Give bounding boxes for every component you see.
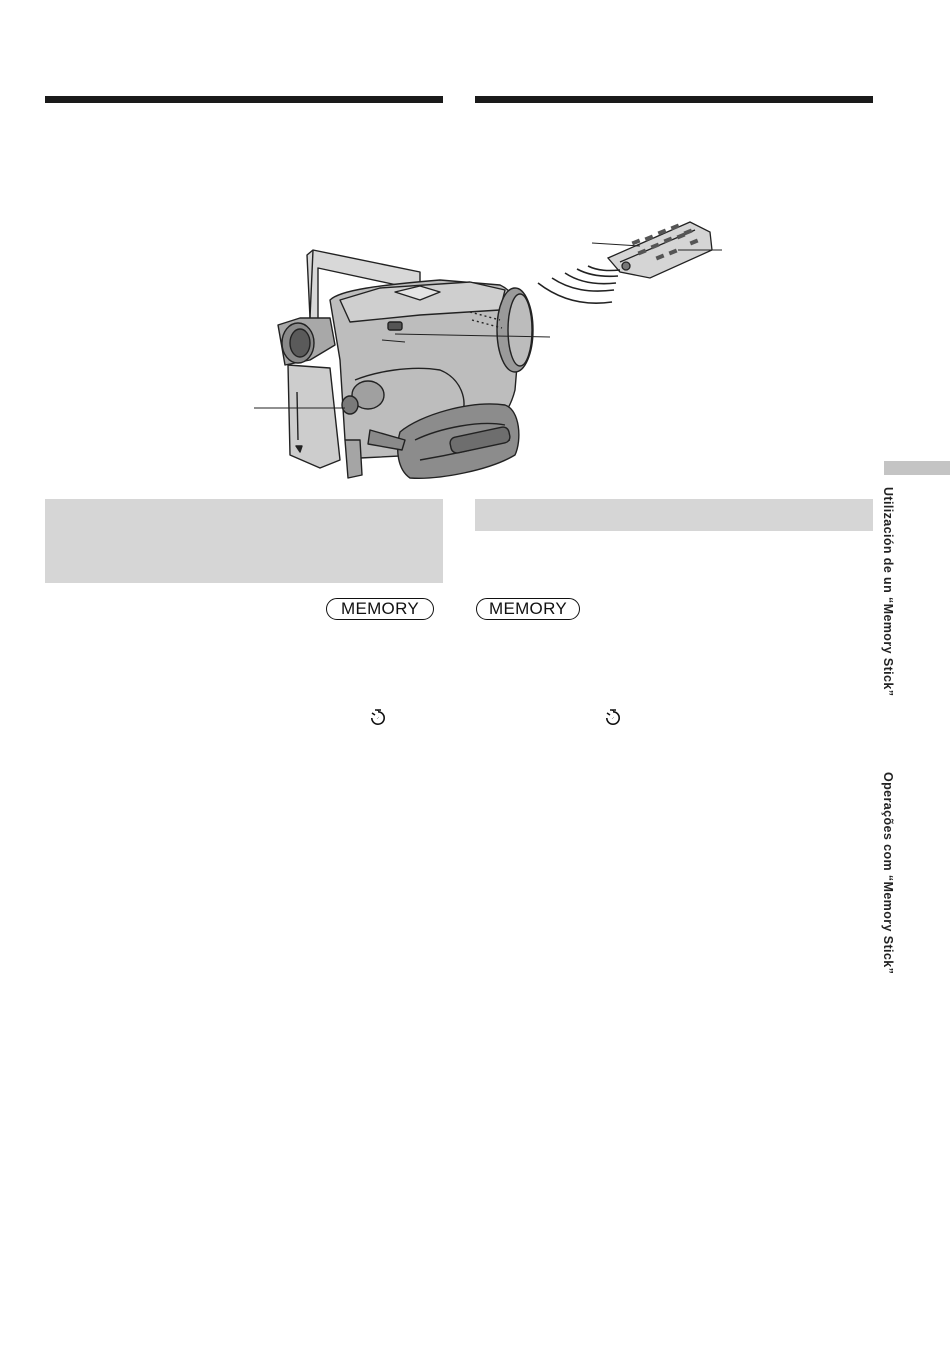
self-timer-icon: [604, 708, 622, 726]
memory-button-left: MEMORY: [326, 598, 434, 620]
side-tab-marker: [884, 461, 950, 475]
remote-commander-illustration: [538, 222, 722, 303]
section-bar-left: [45, 499, 443, 583]
side-tab-text-es: Utilización de un “Memory Stick”: [881, 487, 895, 697]
self-timer-icon: [369, 708, 387, 726]
camcorder-illustration: [0, 0, 950, 500]
memory-button-right: MEMORY: [476, 598, 580, 620]
side-tab-text-pt: Operações com “Memory Stick”: [881, 772, 895, 975]
section-bar-right: [475, 499, 873, 531]
